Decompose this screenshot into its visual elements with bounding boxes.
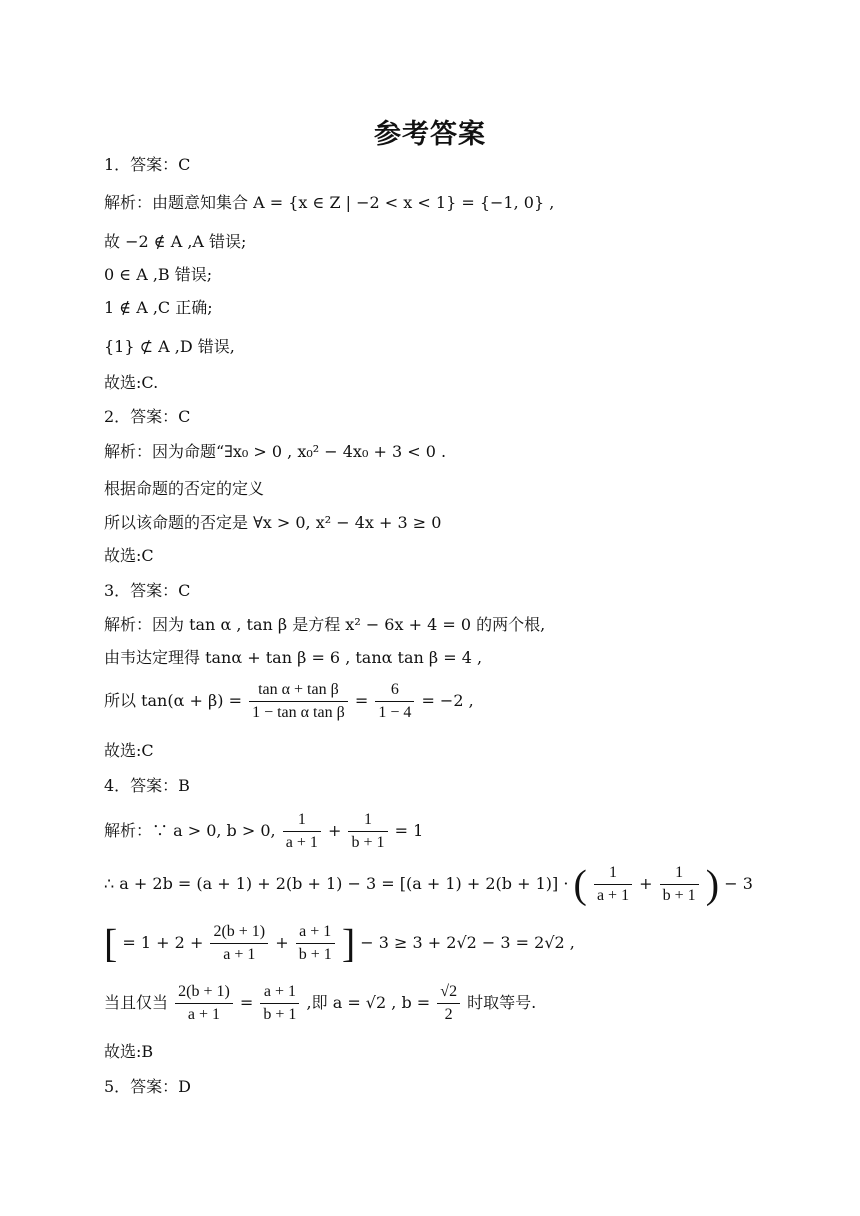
q1-line-1: 解析：由题意知集合 A = {x ∈ Z | −2 < x < 1} = {−1, 0} , (104, 193, 555, 212)
q4-line-3 (104, 922, 575, 965)
q4-line-1-suffix: = 1 (394, 821, 424, 840)
q4-l1-fraction-1-numerator: 1 (283, 810, 321, 832)
q4-l2-fraction-2-denominator: b + 1 (662, 887, 696, 904)
q1-line-4: 1 ∉ A ,C 正确; (104, 298, 213, 317)
q3-fraction-2 (375, 680, 414, 723)
q1-line-5: {1} ⊄ A ,D 错误, (104, 337, 235, 356)
q3-answer: 3．答案：C (104, 581, 191, 600)
q4-answer: 4．答案：B (104, 776, 190, 795)
right-paren: ) (705, 861, 720, 907)
q4-l2-fraction-1-numerator: 1 (594, 863, 632, 885)
q2-answer: 2．答案：C (104, 407, 191, 426)
q4-l1-fraction-1 (283, 810, 321, 853)
q3-line-2: 由韦达定理得 tanα + tan β = 6 , tanα tan β = 4 , (104, 648, 483, 667)
q3-line-3-equals: = (354, 691, 369, 710)
q4-line-4-suffix: 时取等号. (467, 993, 537, 1012)
q3-fraction-2-denominator: 1 − 4 (378, 704, 412, 721)
q4-line-2-prefix: ∴ a + 2b = (a + 1) + 2(b + 1) − 3 = [(a + 1) + 2(b + 1)] · (104, 874, 569, 893)
q4-line-4 (104, 982, 536, 1025)
q4-l3-fraction-2-denominator: b + 1 (298, 946, 332, 963)
q4-l1-fraction-2-numerator: 1 (348, 810, 387, 832)
q4-line-2-plus: + (639, 874, 653, 893)
q4-line-3-prefix: = 1 + 2 + (122, 933, 204, 952)
q3-line-3-suffix: = −2 , (421, 691, 474, 710)
q4-l2-fraction-1 (594, 863, 632, 906)
q4-l4-fraction-1-numerator: 2(b + 1) (175, 982, 233, 1004)
q4-line-1 (104, 810, 423, 853)
q3-fraction-1-denominator: 1 − tan α tan β (252, 704, 345, 721)
q2-line-1: 解析：因为命题“∃x₀ > 0 , x₀² − 4x₀ + 3 < 0 . (104, 442, 447, 461)
q4-l4-fraction-3 (437, 982, 460, 1025)
q4-l4-fraction-3-denominator: 2 (444, 1006, 453, 1023)
q4-l3-fraction-1 (210, 922, 268, 965)
q3-fraction-2-numerator: 6 (375, 680, 414, 702)
q4-line-4-equals: = (239, 993, 254, 1012)
q2-line-2: 根据命题的否定的定义 (104, 479, 265, 498)
q4-l4-fraction-1 (175, 982, 233, 1025)
q3-line-3-prefix: 所以 tan(α + β) = (104, 691, 242, 710)
q4-line-3-suffix: − 3 ≥ 3 + 2√2 − 3 = 2√2 , (360, 933, 575, 952)
q3-fraction-1-numerator: tan α + tan β (249, 680, 348, 702)
q3-line-1: 解析：因为 tan α , tan β 是方程 x² − 6x + 4 = 0 的两个根, (104, 615, 546, 634)
q4-l3-fraction-2-numerator: a + 1 (296, 922, 335, 944)
q4-l4-fraction-2-numerator: a + 1 (260, 982, 299, 1004)
q3-line-4: 故选:C (104, 741, 154, 760)
right-bracket: ] (341, 920, 356, 966)
left-bracket: [ (104, 920, 118, 966)
q2-line-3: 所以该命题的否定是 ∀x > 0, x² − 4x + 3 ≥ 0 (104, 513, 442, 532)
q1-line-3: 0 ∈ A ,B 错误; (104, 265, 213, 284)
q1-line-6: 故选:C. (104, 373, 159, 392)
q4-l2-fraction-2 (660, 863, 699, 906)
q4-line-3-plus: + (275, 933, 289, 952)
q4-line-4-mid: ,即 a = √2 , b = (306, 993, 431, 1012)
q4-l1-fraction-2-denominator: b + 1 (351, 834, 385, 851)
q4-l3-fraction-2 (296, 922, 335, 965)
q5-answer: 5．答案：D (104, 1077, 192, 1096)
q4-l1-fraction-2 (348, 810, 387, 853)
left-paren: ( (573, 861, 587, 907)
q1-answer: 1．答案：C (104, 155, 191, 174)
page-title: 参考答案 (374, 119, 486, 150)
q4-l2-fraction-2-numerator: 1 (660, 863, 699, 885)
q4-l3-fraction-1-denominator: a + 1 (223, 946, 256, 963)
q2-line-4: 故选:C (104, 546, 154, 565)
q4-line-2-suffix: − 3 (724, 874, 753, 893)
q4-l4-fraction-1-denominator: a + 1 (187, 1006, 221, 1023)
q4-line-2 (104, 863, 753, 906)
q4-l2-fraction-1-denominator: a + 1 (596, 887, 630, 904)
q3-line-3 (104, 680, 474, 723)
q4-line-1-plus: + (327, 821, 342, 840)
q4-l1-fraction-1-denominator: a + 1 (285, 834, 318, 851)
q4-l4-fraction-3-numerator: √2 (437, 982, 460, 1004)
q4-l4-fraction-2 (260, 982, 299, 1025)
q3-fraction-1 (249, 680, 348, 723)
q4-l4-fraction-2-denominator: b + 1 (263, 1006, 297, 1023)
q4-line-4-prefix: 当且仅当 (104, 993, 169, 1012)
q1-line-2: 故 −2 ∉ A ,A 错误; (104, 232, 247, 251)
q4-line-1-prefix: 解析：∵ a > 0, b > 0, (104, 821, 276, 840)
q4-l3-fraction-1-numerator: 2(b + 1) (210, 922, 268, 944)
q4-line-5: 故选:B (104, 1042, 154, 1061)
